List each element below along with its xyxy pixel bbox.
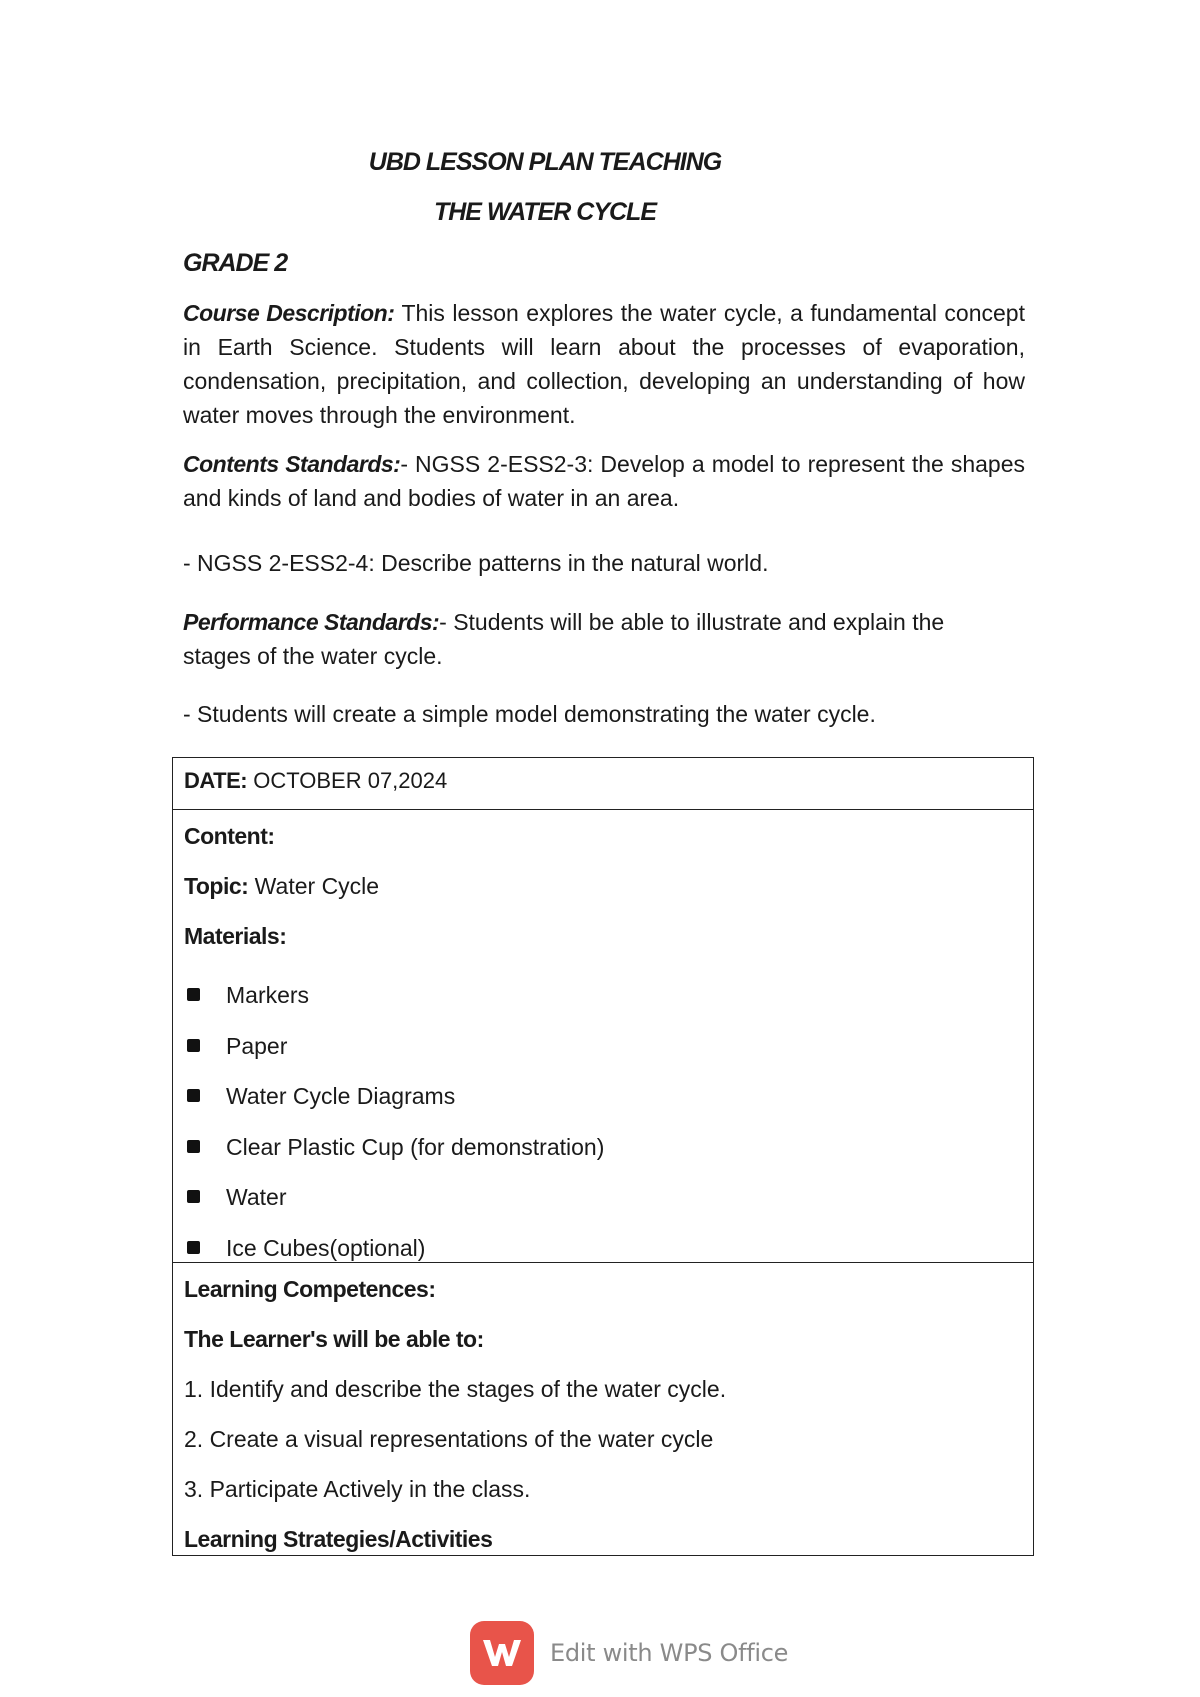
competence-item: 3. Participate Actively in the class.: [184, 1476, 531, 1502]
list-item: Ice Cubes(optional): [184, 1223, 1033, 1274]
document-title: UBD LESSON PLAN TEACHING: [368, 148, 722, 176]
topic-label: Topic:: [184, 873, 249, 899]
topic-value: Water Cycle: [248, 873, 380, 899]
performance-standards-label: Performance Standards:: [183, 609, 440, 635]
document-subtitle: THE WATER CYCLE: [433, 198, 657, 226]
wps-edit-banner[interactable]: [470, 1620, 788, 1686]
topic-line: [184, 870, 1033, 920]
square-bullet-icon: [187, 1089, 200, 1102]
square-bullet-icon: [187, 1190, 200, 1203]
contents-standards-text: - NGSS 2-ESS2-3: Develop a model to represent the shapes and kinds of land and bodies of water in an area.: [183, 451, 1026, 511]
performance-standards-second: - Students will create a simple model demonstrating the water cycle.: [183, 701, 876, 727]
list-item: Markers: [184, 970, 1033, 1021]
square-bullet-icon: [187, 1039, 200, 1052]
wps-w-glyph-icon: [480, 1636, 524, 1670]
square-bullet-icon: [187, 1241, 200, 1254]
materials-list: [184, 970, 1033, 1273]
square-bullet-icon: [187, 988, 200, 1001]
wps-edit-label[interactable]: Edit with WPS Office: [550, 1639, 789, 1667]
content-label: Content:: [184, 823, 275, 849]
course-description-text: This lesson explores the water cycle, a fundamental concept in Earth Science. Students will learn about the processes of evaporation, condensation, precipitation, and collection, developing an understanding of how water moves through the environment.: [183, 300, 1025, 428]
contents-standards: [183, 447, 1025, 515]
competence-item: 1. Identify and describe the stages of the water cycle.: [184, 1376, 727, 1402]
course-description: [183, 296, 1025, 432]
contents-standards-label: Contents Standards:: [183, 451, 401, 477]
course-description-label: Course Description:: [183, 300, 395, 326]
list-item: Water Cycle Diagrams: [184, 1071, 1033, 1122]
content-row: [173, 810, 1033, 1263]
performance-standards-text: - Students will be able to illustrate and explain the stages of the water cycle.: [183, 609, 945, 669]
square-bullet-icon: [187, 1140, 200, 1153]
date-row: [173, 758, 1033, 810]
performance-standards: [183, 605, 1013, 673]
contents-standards-second: - NGSS 2-ESS2-4: Describe patterns in the natural world.: [183, 550, 769, 576]
date-value: OCTOBER 07,2024: [247, 768, 448, 793]
wps-logo-icon[interactable]: [470, 1621, 534, 1685]
competence-item: 2. Create a visual representations of the water cycle: [184, 1426, 714, 1452]
list-item: Paper: [184, 1021, 1033, 1072]
materials-label: Materials:: [184, 923, 287, 949]
competences-label: Learning Competences:: [184, 1276, 436, 1302]
strategies-label: Learning Strategies/Activities: [184, 1526, 493, 1552]
date-label: DATE:: [184, 768, 248, 793]
learning-row: [173, 1263, 1033, 1555]
grade-heading: GRADE 2: [183, 249, 288, 277]
list-item: Water: [184, 1172, 1033, 1223]
learners-label: The Learner's will be able to:: [184, 1326, 484, 1352]
lesson-table: [172, 757, 1034, 1556]
list-item: Clear Plastic Cup (for demonstration): [184, 1122, 1033, 1173]
